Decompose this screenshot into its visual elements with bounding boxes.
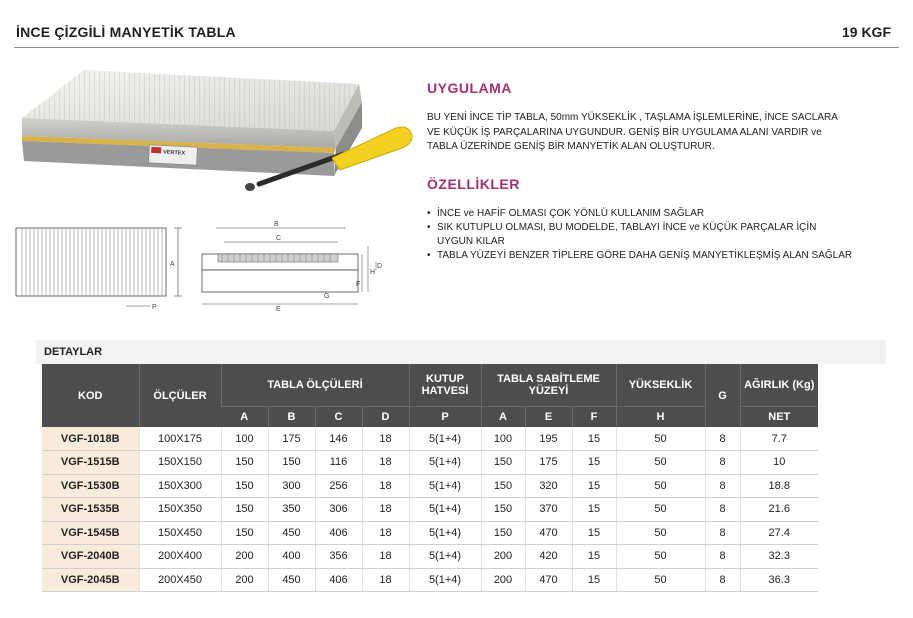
table-cell: 450 — [268, 521, 315, 545]
table-cell: 15 — [572, 568, 616, 592]
table-cell: 5(1+4) — [409, 521, 481, 545]
table-row — [42, 474, 818, 498]
table-cell: 175 — [525, 451, 572, 475]
table-cell: 8 — [705, 521, 740, 545]
header-d: D — [362, 406, 409, 427]
table-cell: 200 — [221, 545, 268, 569]
dim-label-e: E — [276, 306, 281, 313]
dim-label-p: P — [152, 304, 157, 311]
dim-label-b: B — [274, 221, 279, 228]
application-title: UYGULAMA — [427, 80, 512, 96]
model-code: VGF-2045B — [42, 568, 139, 592]
table-cell: 146 — [315, 427, 362, 451]
features-list — [427, 207, 897, 263]
table-cell: 320 — [525, 474, 572, 498]
table-cell: 200X400 — [139, 545, 221, 569]
spec-table — [42, 364, 818, 592]
table-cell: 50 — [616, 545, 705, 569]
table-row — [42, 498, 818, 522]
table-row — [42, 427, 818, 451]
table-cell: 150 — [268, 451, 315, 475]
table-cell: 5(1+4) — [409, 451, 481, 475]
header-a-fix: A — [481, 406, 525, 427]
table-cell: 150 — [481, 521, 525, 545]
table-cell: 15 — [572, 427, 616, 451]
table-cell: 200 — [481, 568, 525, 592]
table-cell: 8 — [705, 427, 740, 451]
table-cell: 5(1+4) — [409, 545, 481, 569]
header-p: P — [409, 406, 481, 427]
table-cell: 175 — [268, 427, 315, 451]
table-cell: 450 — [268, 568, 315, 592]
bullet-icon: • — [427, 208, 431, 219]
table-cell: 15 — [572, 474, 616, 498]
header-f: F — [572, 406, 616, 427]
bullet-icon: • — [427, 250, 431, 261]
table-cell: 8 — [705, 545, 740, 569]
header-net: NET — [740, 406, 818, 427]
header-e: E — [525, 406, 572, 427]
table-cell: 8 — [705, 498, 740, 522]
dim-label-h: H — [370, 269, 376, 276]
table-cell: 195 — [525, 427, 572, 451]
model-code: VGF-1530B — [42, 474, 139, 498]
header-sabitleme: TABLA SABİTLEME YÜZEYİ — [481, 364, 616, 406]
table-cell: 150 — [481, 474, 525, 498]
table-cell: 8 — [705, 451, 740, 475]
table-cell: 5(1+4) — [409, 568, 481, 592]
table-row — [42, 451, 818, 475]
feature-item — [427, 207, 897, 221]
header-tabla-olculeri: TABLA ÖLÇÜLERİ — [221, 364, 409, 406]
table-cell: 32.3 — [740, 545, 818, 569]
header-olculer: ÖLÇÜLER — [139, 364, 221, 427]
header-kod: KOD — [42, 364, 139, 427]
table-cell: 21.6 — [740, 498, 818, 522]
feature-item — [427, 221, 897, 235]
table-cell: 18 — [362, 498, 409, 522]
table-row — [42, 545, 818, 569]
header-g: G — [705, 364, 740, 427]
feature-text: SIK KUTUPLU OLMASI, BU MODELDE, TABLAYI İNCE ve KÜÇÜK PARÇALAR İÇİN — [437, 222, 817, 233]
table-cell: 406 — [315, 568, 362, 592]
feature-text: UYGUN KILAR — [437, 236, 505, 247]
table-cell: 18 — [362, 545, 409, 569]
model-code: VGF-1515B — [42, 451, 139, 475]
bullet-icon: • — [427, 222, 431, 233]
table-cell: 18 — [362, 451, 409, 475]
table-cell: 15 — [572, 545, 616, 569]
dim-label-f: F — [356, 281, 361, 288]
table-cell: 200X450 — [139, 568, 221, 592]
header-agirlik: AĞIRLIK (Kg) — [740, 364, 818, 406]
table-row — [42, 568, 818, 592]
table-cell: 36.3 — [740, 568, 818, 592]
product-photo — [14, 66, 418, 198]
table-cell: 406 — [315, 521, 362, 545]
table-cell: 5(1+4) — [409, 427, 481, 451]
table-cell: 470 — [525, 521, 572, 545]
dim-label-d: D — [377, 263, 383, 270]
table-cell: 200 — [221, 568, 268, 592]
table-cell: 18 — [362, 474, 409, 498]
table-cell: 470 — [525, 568, 572, 592]
table-cell: 370 — [525, 498, 572, 522]
table-cell: 150X300 — [139, 474, 221, 498]
application-line: VE KÜÇÜK İŞ PARÇALARINA UYGUNDUR. GENİŞ BİR UYGULAMA ALANI VARDIR ve — [427, 126, 822, 138]
table-cell: 15 — [572, 521, 616, 545]
details-band — [36, 340, 886, 364]
table-cell: 18.8 — [740, 474, 818, 498]
header-yukseklik: YÜKSEKLİK — [616, 364, 705, 406]
feature-item — [427, 249, 897, 263]
table-cell: 356 — [315, 545, 362, 569]
table-cell: 50 — [616, 568, 705, 592]
table-cell: 420 — [525, 545, 572, 569]
table-cell: 300 — [268, 474, 315, 498]
table-cell: 5(1+4) — [409, 498, 481, 522]
table-cell: 18 — [362, 568, 409, 592]
dim-label-a: A — [170, 261, 175, 268]
table-cell: 27.4 — [740, 521, 818, 545]
table-cell: 50 — [616, 521, 705, 545]
model-code: VGF-1018B — [42, 427, 139, 451]
feature-item-continued — [427, 235, 897, 249]
features-title: ÖZELLİKLER — [427, 176, 520, 192]
table-cell: 50 — [616, 474, 705, 498]
spec-table-body — [42, 427, 818, 592]
table-row — [42, 521, 818, 545]
table-cell: 306 — [315, 498, 362, 522]
table-cell: 116 — [315, 451, 362, 475]
table-cell: 50 — [616, 498, 705, 522]
table-cell: 100X175 — [139, 427, 221, 451]
header-divider — [14, 47, 899, 48]
table-cell: 50 — [616, 451, 705, 475]
application-line: TABLA ÜZERİNDE GENİŞ BİR MANYETİK ALAN OLUŞTURUR. — [427, 141, 715, 152]
table-cell: 200 — [481, 545, 525, 569]
table-cell: 18 — [362, 427, 409, 451]
table-cell: 100 — [221, 427, 268, 451]
table-cell: 350 — [268, 498, 315, 522]
details-title: DETAYLAR — [44, 346, 103, 358]
model-code: VGF-2040B — [42, 545, 139, 569]
dim-label-c: C — [276, 235, 282, 242]
header-a: A — [221, 406, 268, 427]
table-cell: 15 — [572, 451, 616, 475]
page-title: İNCE ÇİZGİLİ MANYETİK TABLA — [16, 24, 236, 40]
table-cell: 50 — [616, 427, 705, 451]
table-cell: 150 — [221, 498, 268, 522]
side-view-drawing — [196, 216, 386, 314]
top-view-drawing — [12, 222, 194, 314]
feature-text: TABLA YÜZEYİ BENZER TİPLERE GÖRE DAHA GENİŞ MANYETİKLEŞMİŞ ALAN SAĞLAR — [437, 250, 853, 261]
header-h: H — [616, 406, 705, 427]
table-cell: 150X150 — [139, 451, 221, 475]
feature-text: İNCE ve HAFİF OLMASI ÇOK YÖNLÜ KULLANIM SAĞLAR — [437, 208, 705, 219]
header-b: B — [268, 406, 315, 427]
magnetic-force-label: 19 KGF — [841, 24, 891, 40]
table-cell: 150 — [481, 498, 525, 522]
application-line: BU YENİ İNCE TİP TABLA, 50mm YÜKSEKLİK , TAŞLAMA İŞLEMLERİNE, İNCE SACLARA — [427, 112, 838, 123]
table-cell: 8 — [705, 474, 740, 498]
brand-label: VERTEX — [162, 149, 186, 157]
table-cell: 256 — [315, 474, 362, 498]
table-cell: 150X450 — [139, 521, 221, 545]
header-c: C — [315, 406, 362, 427]
header-kutup-hatvesi: KUTUP HATVESİ — [409, 364, 481, 406]
table-cell: 150X350 — [139, 498, 221, 522]
model-code: VGF-1545B — [42, 521, 139, 545]
dim-label-g: G — [324, 293, 330, 300]
table-cell: 400 — [268, 545, 315, 569]
table-cell: 10 — [740, 451, 818, 475]
table-cell: 18 — [362, 521, 409, 545]
model-code: VGF-1535B — [42, 498, 139, 522]
table-cell: 150 — [221, 474, 268, 498]
table-cell: 100 — [481, 427, 525, 451]
table-cell: 150 — [481, 451, 525, 475]
table-cell: 150 — [221, 521, 268, 545]
table-cell: 8 — [705, 568, 740, 592]
table-cell: 7.7 — [740, 427, 818, 451]
table-cell: 150 — [221, 451, 268, 475]
table-cell: 15 — [572, 498, 616, 522]
application-text — [427, 111, 897, 155]
table-cell: 5(1+4) — [409, 474, 481, 498]
